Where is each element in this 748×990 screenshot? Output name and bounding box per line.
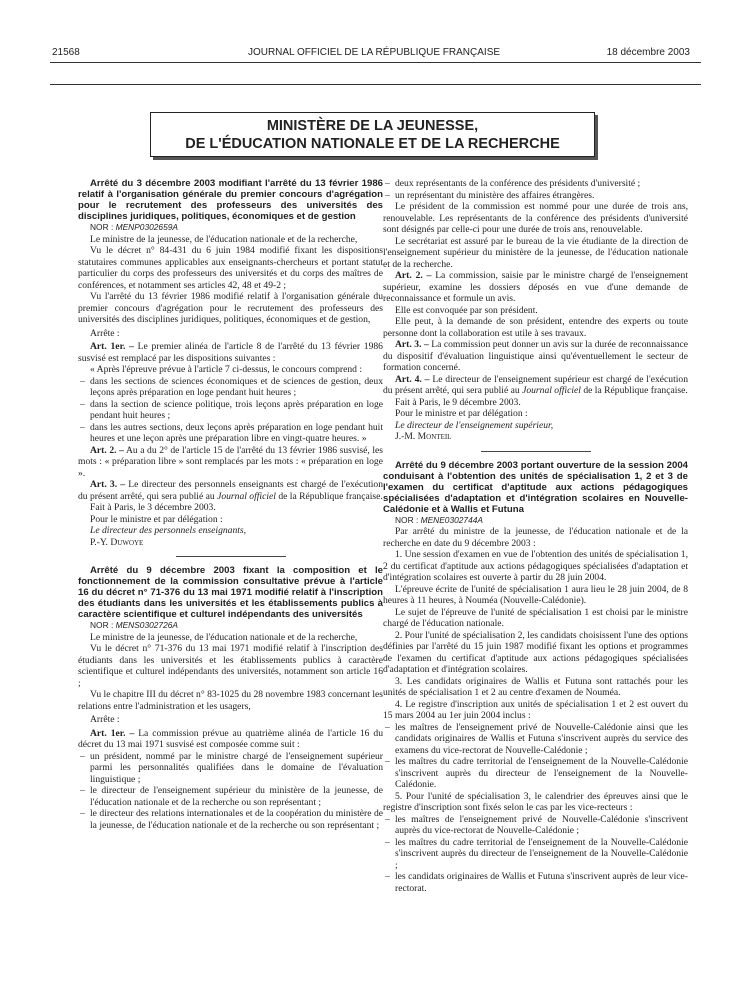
page-number: 21568	[52, 47, 80, 58]
list-item: – dans la section de science politique, trois leçons après préparation en loge pendant huit heures ;	[90, 399, 383, 422]
list-item: – dans les sections de sciences économiques et de sciences de gestion, deux leçons après préparation en loge pendant huit heures ;	[90, 376, 383, 399]
list-item: – les maîtres de l'enseignement privé de Nouvelle-Calédonie ainsi que les candidats originaires de Wallis et Futuna s'inscrivent auprès du service des examens du vice-rectorat de Nouvelle-Calédonie ;	[395, 722, 688, 757]
decree-3-title: Arrêté du 9 décembre 2003 portant ouverture de la session 2004 conduisant à l'obtention des unités de spécialisation 1, 2 et 3 de l'examen du certificat d'aptitude aux actions pédagogiques spécialisées d'adaptation et d'intégration scolaires en Nouvelle-Calédonie et à Wallis et Futuna	[383, 459, 688, 515]
decree-2-experts: Elle peut, à la demande de son président, entendre des experts ou toute personne dont la collaboration est utile à ses travaux.	[383, 316, 688, 339]
decree-2-sig-1: Pour le ministre et par délégation :	[395, 408, 528, 419]
journal-title: JOURNAL OFFICIEL DE LA RÉPUBLIQUE FRANÇAISE	[247, 47, 501, 58]
decree-3-nor: NOR : MENE0302744A	[395, 514, 483, 525]
ministry-line-1: MINISTÈRE DE LA JEUNESSE,	[266, 118, 479, 134]
separator	[176, 556, 286, 557]
decree-2-sig-2: Le directeur de l'enseignement supérieur,	[395, 419, 554, 431]
issue-date: 18 décembre 2003	[606, 47, 690, 58]
decree-2-art-4: Art. 4. – Le directeur de l'enseignement supérieur est chargé de l'exécution du présent arrêté, qui sera publié au Journal officiel de la République française.	[383, 373, 688, 396]
decree-3-intro: Par arrêté du ministre de la jeunesse, de l'éducation nationale et de la recherche en date du 9 décembre 2003 :	[383, 526, 688, 549]
decree-2-list	[78, 751, 383, 832]
decree-1-art-2: Art. 2. – Au a du 2° de l'article 15 de l'arrêté du 13 février 1986 susvisé, les mots : « préparation libre » sont remplacés par les mots : « préparation en loge ».	[78, 444, 383, 479]
decree-1-minister: Le ministre de la jeunesse, de l'éducation nationale et de la recherche,	[90, 233, 358, 245]
decree-1-list	[78, 376, 383, 445]
decree-2-signatory: J.-M. Monteil	[395, 431, 452, 442]
list-item: – les maîtres du cadre territorial de l'enseignement de la Nouvelle-Calédonie s'inscrivent auprès du directeur de l'enseignement de la Nouvelle-Calédonie ;	[395, 837, 688, 872]
decree-1-signatory: P.-Y. Duwoye	[90, 536, 144, 548]
decree-2-art-2: Art. 2. – La commission, saisie par le ministre chargé de l'enseignement supérieur, examine les dossiers déposés en vue d'une demande de reconnaissance et formule un avis.	[383, 270, 688, 304]
decree-2-president: Le président de la commission est nommé pour une durée de trois ans, renouvelable. Les représentants de la conférence des présidents d'université sont désignés par celle-ci pour une durée de trois ans, renouvelable.	[383, 201, 688, 235]
decree-1-quote: « Après l'épreuve prévue à l'article 7 ci-dessus, le concours comprend :	[90, 364, 362, 375]
decree-1-vu-1: Vu le décret n° 84-431 du 6 juin 1984 modifié fixant les dispositions statutaires communes applicables aux enseignants-chercheurs et portant statut particulier du corps des professeurs des universités et du corps des maîtres de conférences, et notamment ses articles 42, 48 et 49-2 ;	[78, 245, 383, 291]
decree-3-point-5: 5. Pour l'unité de spécialisation 3, le calendrier des épreuves ainsi que le registre d'inscription sont fixés selon le cas par les vice-recteurs :	[383, 790, 688, 813]
list-item: – un représentant du ministère des affaires étrangères.	[395, 190, 688, 202]
decree-3-point-3: 3. Les candidats originaires de Wallis et Futuna sont rattachés pour les unités de spécialisation 1 et 2 au centre d'examen de Nouméa.	[383, 675, 688, 698]
separator	[481, 451, 591, 452]
decree-1-sig-2: Le directeur des personnels enseignants,	[90, 525, 247, 536]
decree-2-art-1: Art. 1er. – La commission prévue au quatrième alinéa de l'article 16 du décret du 13 mai 1971 susvisé est composée comme suit :	[78, 727, 383, 750]
decree-3-point-2: 2. Pour l'unité de spécialisation 2, les candidats choisissent l'une des options définies par l'arrêté du 15 juin 1987 modifié fixant les options et programmes de l'examen du certificat d'aptitude aux actions pédagogiques spécialisées d'adaptation et d'intégration scolaires.	[383, 629, 688, 675]
list-item: – deux représentants de la conférence des présidents d'université ;	[395, 178, 688, 190]
decree-3-list-a	[383, 722, 688, 791]
decree-2-done: Fait à Paris, le 9 décembre 2003.	[395, 396, 521, 408]
decree-3-written-exam: L'épreuve écrite de l'unité de spécialisation 1 aura lieu le 28 juin 2004, de 8 heures à 11 heures, à Nouméa (Nouvelle-Calédonie).	[383, 583, 688, 606]
decree-2-art-3: Art. 3. – La commission peut donner un avis sur la durée de reconnaissance du dispositif d'évaluation linguistique ainsi qu'éventuellement le secteur de formation concerné.	[383, 339, 688, 373]
decree-2-vu-2: Vu le chapitre III du décret n° 83-1025 du 28 novembre 1983 concernant les relations entre l'administration et les usagers,	[78, 689, 383, 712]
header-rule	[50, 62, 701, 63]
decree-1-art-1: Art. 1er. – Le premier alinéa de l'article 8 de l'arrêté du 13 février 1986 susvisé est remplacé par les dispositions suivantes :	[78, 341, 383, 364]
decree-1-arrete: Arrête :	[90, 327, 120, 339]
decree-2-title: Arrêté du 9 décembre 2003 fixant la composition et le fonctionnement de la commission consultative prévue à l'article 16 du décret n° 71-376 du 13 mai 1971 modifié relatif à l'inscription des étudiants dans les universités et les établissements publics à caractère scientifique et culturel indépendants des universités	[78, 565, 383, 620]
decree-1-done: Fait à Paris, le 3 décembre 2003.	[90, 502, 216, 513]
decree-3-point-4: 4. Le registre d'inscription aux unités de spécialisation 1 et 2 est ouvert du 15 mars 2004 au 1er juin 2004 inclus :	[383, 698, 688, 721]
decree-1-sig-1: Pour le ministre et par délégation :	[90, 513, 223, 525]
decree-2-minister: Le ministre de la jeunesse, de l'éducation nationale et de la recherche,	[90, 631, 358, 643]
decree-1-nor: NOR : MENP0302659A	[90, 222, 178, 232]
decree-2-convened: Elle est convoquée par son président.	[395, 304, 538, 316]
decree-3-list-b	[383, 814, 688, 895]
list-item: – le directeur des relations internationales et de la coopération du ministère de la jeunesse, de l'éducation nationale et de la recherche ou son représentant ;	[90, 808, 383, 831]
header-rule-2	[50, 84, 701, 85]
decree-2-list-cont	[383, 178, 688, 201]
list-item: – les maîtres du cadre territorial de l'enseignement de la Nouvelle-Calédonie s'inscrivent auprès du directeur de l'enseignement de la Nouvelle-Calédonie.	[395, 756, 688, 791]
decree-3-point-1: 1. Une session d'examen en vue de l'obtention des unités de spécialisation 1, 2 du certificat d'aptitude aux actions pédagogiques spécialisées d'adaptation et d'intégration scolaires est ouverte à partir du 28 juin 2004.	[383, 549, 688, 583]
decree-3-subject: Le sujet de l'épreuve de l'unité de spécialisation 1 est choisi par le ministre chargé de l'éducation nationale.	[383, 606, 688, 629]
left-column	[78, 178, 383, 831]
list-item: – les maîtres de l'enseignement privé de Nouvelle-Calédonie s'inscrivent auprès du vice-rectorat de Nouvelle-Calédonie ;	[395, 814, 688, 837]
decree-1-vu-2: Vu l'arrêté du 13 février 1986 modifié relatif à l'organisation générale du premier concours d'agrégation pour le recrutement des professeurs des universités des disciplines juridiques, politiques, économiques et de gestion,	[78, 291, 383, 325]
decree-2-vu-1: Vu le décret n° 71-376 du 13 mai 1971 modifié relatif à l'inscription des étudiants dans les universités et les établissements publics à caractère scientifique et culturel indépendants des universités, notamment son article 16 ;	[78, 643, 383, 689]
decree-1-art-3: Art. 3. – Le directeur des personnels enseignants est chargé de l'exécution du présent arrêté, qui sera publié au Journal officiel de la République française.	[78, 479, 383, 502]
decree-2-nor: NOR : MENS0302726A	[90, 620, 178, 630]
decree-1-title: Arrêté du 3 décembre 2003 modifiant l'arrêté du 13 février 1986 relatif à l'organisation générale du premier concours d'agrégation pour le recrutement des professeurs des universités des disciplines juridiques, politiques, économiques et de gestion	[78, 178, 383, 222]
ministry-heading	[150, 112, 595, 157]
list-item: – les candidats originaires de Wallis et Futuna s'inscrivent auprès de leur vice-rectorat.	[395, 871, 688, 894]
list-item: – dans les autres sections, deux leçons après préparation en loge pendant huit heures et une leçon après une préparation libre en vingt-quatre heures. »	[90, 422, 383, 445]
right-column	[383, 178, 688, 894]
decree-2-secretariat: Le secrétariat est assuré par le bureau de la vie étudiante de la direction de l'enseignement supérieur du ministère de la jeunesse, de l'éducation nationale et de la recherche.	[383, 235, 688, 270]
list-item: – un président, nommé par le ministre chargé de l'enseignement supérieur parmi les personnalités qualifiées dans le domaine de l'évaluation linguistique ;	[90, 751, 383, 786]
list-item: – le directeur de l'enseignement supérieur du ministère de la jeunesse, de l'éducation nationale et de la recherche ou son représentant ;	[90, 785, 383, 808]
ministry-line-2: DE L'ÉDUCATION NATIONALE ET DE LA RECHERCHE	[185, 136, 560, 152]
decree-2-arrete: Arrête :	[90, 714, 120, 725]
